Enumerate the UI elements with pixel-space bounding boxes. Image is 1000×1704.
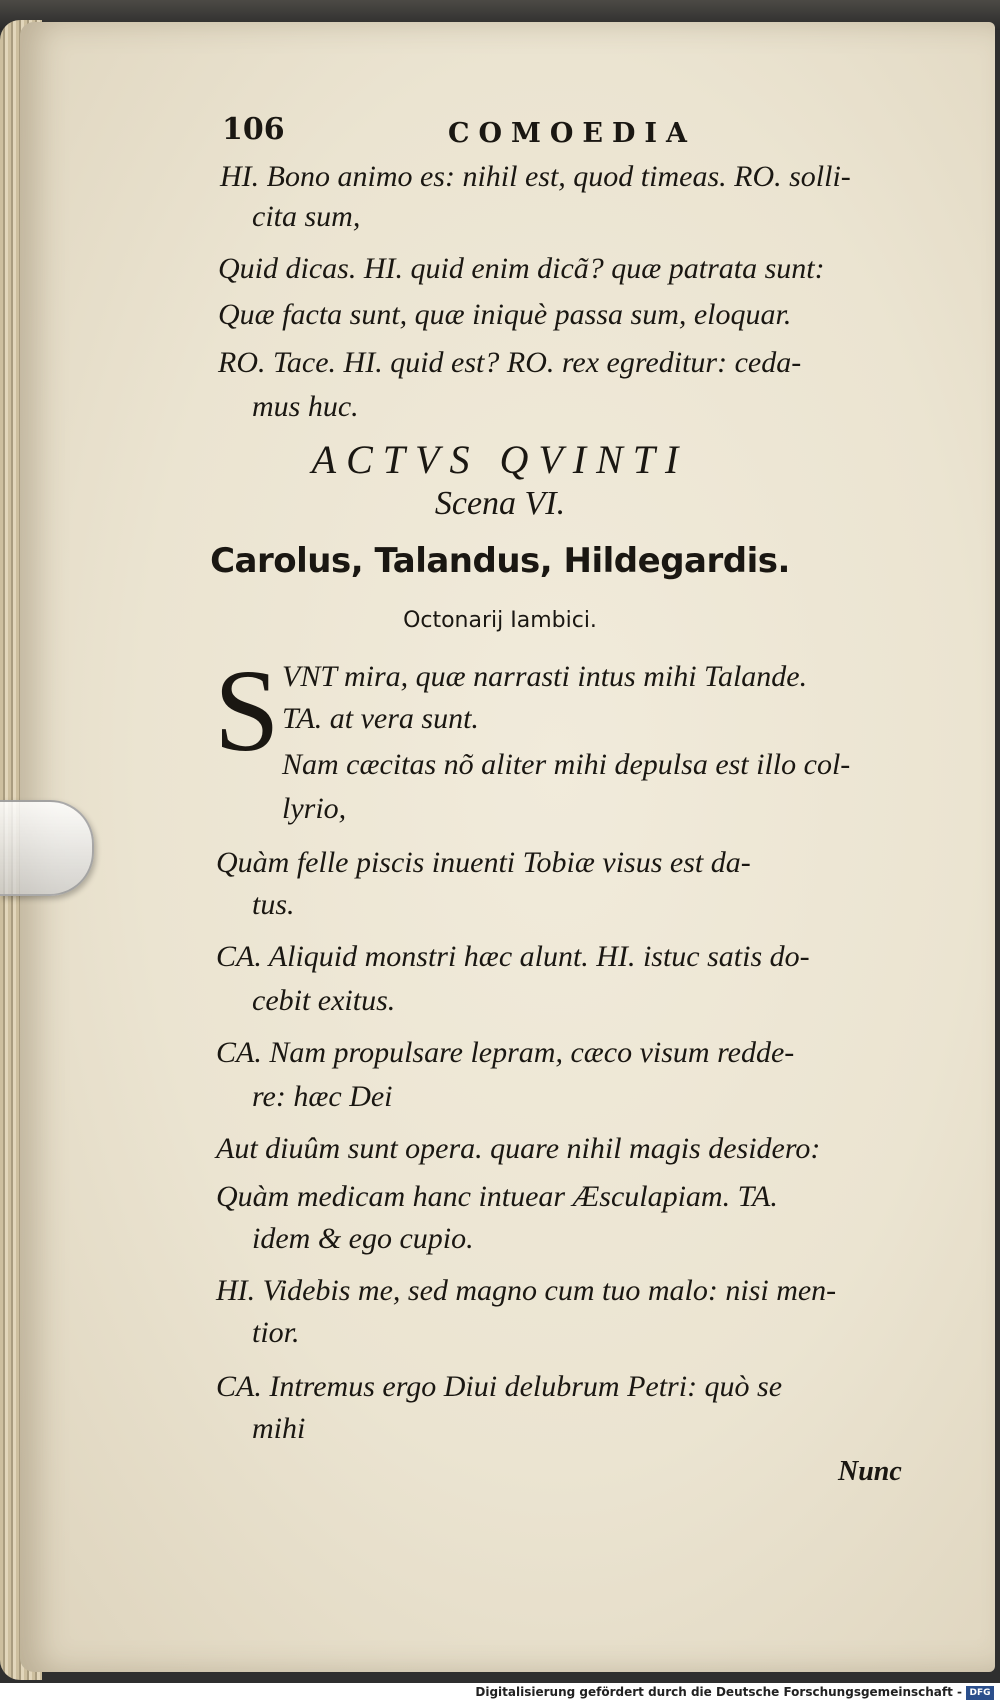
dfg-logo: DFG <box>966 1686 994 1700</box>
funding-credit: Digitalisierung gefördert durch die Deutsche Forschungsgemeinschaft - <box>475 1685 962 1699</box>
text-line: tior. <box>252 1316 300 1349</box>
page-number: 106 <box>222 112 285 147</box>
text-line: VNT mira, quæ narrasti intus mihi Talande. <box>282 660 808 693</box>
text-line: re: hæc Dei <box>252 1080 393 1113</box>
drop-capital: S <box>214 645 280 776</box>
text-line: RO. Tace. HI. quid est? RO. rex egreditur: ceda- <box>218 346 802 379</box>
text-line: Nam cæcitas nõ aliter mihi depulsa est illo col- <box>282 748 851 781</box>
text-line: cebit exitus. <box>252 984 396 1017</box>
text-line: Quàm medicam hanc intuear Æsculapiam. TA. <box>216 1180 778 1213</box>
text-line: Quàm felle piscis inuenti Tobiæ visus est da- <box>216 846 751 879</box>
text-line: CA. Intremus ergo Diui delubrum Petri: quò se <box>216 1370 783 1403</box>
text-line: Aut diuûm sunt opera. quare nihil magis desidero: <box>216 1132 821 1165</box>
catchword: Nunc <box>838 1456 902 1487</box>
meter-note: Octonarij Iambici. <box>403 608 597 633</box>
text-line: HI. Bono animo es: nihil est, quod timeas. RO. solli- <box>220 160 851 193</box>
text-line: Quid dicas. HI. quid enim dicã? quæ patrata sunt: <box>218 252 825 285</box>
text-line: idem & ego cupio. <box>252 1222 474 1255</box>
running-title: COMOEDIA <box>448 118 696 149</box>
text-line: lyrio, <box>282 792 347 825</box>
act-heading: ACTVS QVINTI <box>311 437 689 482</box>
text-line: CA. Nam propulsare lepram, cæco visum redde- <box>216 1036 795 1069</box>
dramatis-personae: Carolus, Talandus, Hildegardis. <box>210 541 790 581</box>
text-line: CA. Aliquid monstri hæc alunt. HI. istuc satis do- <box>216 940 810 973</box>
scene-heading: Scena VI. <box>434 485 566 522</box>
text-line: mus huc. <box>252 390 359 423</box>
text-line: tus. <box>252 888 295 921</box>
footer-bar <box>0 1683 1000 1704</box>
text-line: HI. Videbis me, sed magno cum tuo malo: nisi men- <box>216 1274 837 1307</box>
page-holder-clip <box>0 800 94 896</box>
text-line: mihi <box>252 1412 306 1445</box>
text-line: TA. at vera sunt. <box>282 702 479 735</box>
text-line: Quæ facta sunt, quæ iniquè passa sum, eloquar. <box>218 298 792 331</box>
text-line: cita sum, <box>252 200 361 233</box>
